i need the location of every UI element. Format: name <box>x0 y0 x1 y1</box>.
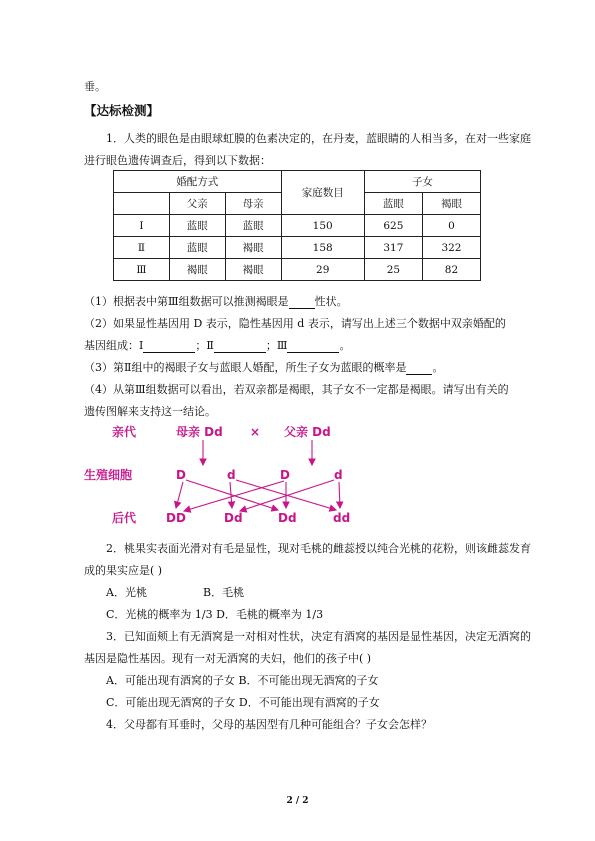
arrow-d2-Dd2 <box>230 482 232 508</box>
header-brown: 褐眼 <box>422 193 480 215</box>
diagram-gamete: D <box>176 468 186 482</box>
diagram-offspring: DD <box>166 511 186 525</box>
q1-sub2-text-b: ；Ⅱ <box>195 339 214 352</box>
cell-brown: 0 <box>422 215 480 237</box>
diagram-parents-label: 亲代 <box>112 425 137 439</box>
q2-line2: 成的果实应是( ) <box>84 564 163 577</box>
q1-sub4-line1: （4）从第Ⅲ组数据可以看出，若双亲都是褐眼，其子女不一定都是褐眼。请写出有关的 <box>84 383 509 396</box>
header-families: 家庭数目 <box>281 171 364 215</box>
cell-father: 蓝眼 <box>169 237 225 259</box>
q3-line2: 基因是隐性基因。现有一对无酒窝的夫妇，他们的孩子中( ) <box>84 652 372 665</box>
q4-line1: 4．父母都有耳垂时，父母的基因型有几种可能组合？子女会怎样？ <box>106 718 432 731</box>
answer-blank-2b[interactable] <box>214 340 266 353</box>
arrow-D3-DD <box>184 481 284 511</box>
eye-color-table <box>113 170 481 281</box>
q1-sub2-line2 <box>84 339 350 353</box>
header-marriage: 婚配方式 <box>114 171 282 193</box>
diagram-gamete: d <box>227 468 236 482</box>
q1-sub1-text-a: （1）根据表中第Ⅲ组数据可以推测褐眼是 <box>84 295 289 308</box>
arrow-d2-dd <box>236 480 336 510</box>
header-group-empty <box>114 193 170 215</box>
q2-options-cd: C．光桃的概率为 1/3 D．毛桃的概率为 1/3 <box>106 608 324 621</box>
q1-sub3-text-a: （3）第Ⅱ组中的褐眼子女与蓝眼人婚配，所生子女为蓝眼的概率是 <box>84 361 407 374</box>
cell-brown: 322 <box>422 237 480 259</box>
page-number: 2 / 2 <box>286 796 309 806</box>
cell-mother: 褐眼 <box>225 237 281 259</box>
q1-sub4-line2: 遗传图解来支持这一结论。 <box>84 405 216 418</box>
diagram-father-genotype: 父亲 Dd <box>284 425 331 439</box>
diagram-mother-genotype: 母亲 Dd <box>176 425 223 439</box>
q1-sub1 <box>84 295 348 309</box>
header-father: 父亲 <box>169 193 225 215</box>
q2-option-b: B．毛桃 <box>203 586 245 599</box>
diagram-offspring: Dd <box>278 511 297 525</box>
section-title: 【达标检测】 <box>84 103 160 118</box>
cell-families: 29 <box>281 259 364 281</box>
arrow-D1-DD <box>176 482 183 508</box>
cell-mother: 蓝眼 <box>225 215 281 237</box>
carry-over-text: 垂。 <box>84 80 106 93</box>
table-row <box>114 237 481 259</box>
cell-brown: 82 <box>422 259 480 281</box>
cell-blue: 25 <box>364 259 422 281</box>
cell-blue: 317 <box>364 237 422 259</box>
cell-father: 蓝眼 <box>169 215 225 237</box>
diagram-offspring: dd <box>333 511 351 525</box>
q3-options-ab: A．可能出现有酒窝的子女 B．不可能出现无酒窝的子女 <box>106 674 379 687</box>
q3-options-cd: C．可能出现无酒窝的子女 D．不可能出现有酒窝的子女 <box>106 696 380 709</box>
answer-blank-1[interactable] <box>289 296 315 309</box>
q1-sub1-text-b: 性状。 <box>314 295 348 308</box>
header-children: 子女 <box>364 171 480 193</box>
cell-father: 褐眼 <box>169 259 225 281</box>
cell-group: Ⅱ <box>114 237 170 259</box>
header-blue: 蓝眼 <box>364 193 422 215</box>
header-mother: 母亲 <box>225 193 281 215</box>
q1-sub2-text-d: 。 <box>339 339 351 352</box>
table-row <box>114 215 481 237</box>
q1-line1: 1．人类的眼色是由眼球虹膜的色素决定的，在丹麦，蓝眼睛的人相当多，在对一些家庭 <box>106 132 531 145</box>
answer-blank-2c[interactable] <box>287 340 339 353</box>
q1-sub2-text-a: 基因组成：Ⅰ <box>84 339 144 352</box>
cell-blue: 625 <box>364 215 422 237</box>
arrow-d4-Dd2 <box>240 480 334 511</box>
answer-blank-3[interactable] <box>406 362 432 375</box>
cell-group: Ⅰ <box>114 215 170 237</box>
arrow-d4-dd <box>339 482 340 508</box>
cell-mother: 褐眼 <box>225 259 281 281</box>
q1-sub2-text-c: ；Ⅲ <box>265 339 288 352</box>
q1-line2: 进行眼色遗传调查后，得到以下数据： <box>84 154 271 167</box>
diagram-gamete: d <box>334 468 343 482</box>
q1-sub3 <box>84 361 443 375</box>
q2-line1: 2．桃果实表面光滑对有毛是显性，现对毛桃的雌蕊授以纯合光桃的花粉，则该雌蕊发育 <box>106 542 531 555</box>
diagram-gamete: D <box>280 468 290 482</box>
arrow-D1-Dd3 <box>186 480 278 510</box>
cell-families: 150 <box>281 215 364 237</box>
diagram-offspring-label: 后代 <box>112 511 137 525</box>
q2-option-a: A．光桃 <box>106 586 147 599</box>
diagram-cross-symbol: × <box>250 425 261 439</box>
diagram-offspring: Dd <box>224 511 243 525</box>
table-row <box>114 259 481 281</box>
cell-families: 158 <box>281 237 364 259</box>
q1-sub3-text-b: 。 <box>432 361 444 374</box>
q1-sub2-line1: （2）如果显性基因用 D 表示，隐性基因用 d 表示，请写出上述三个数据中双亲婚配的 <box>84 317 506 330</box>
cell-group: Ⅲ <box>114 259 170 281</box>
answer-blank-2a[interactable] <box>143 340 195 353</box>
q3-line1: 3．已知面颊上有无酒窝是一对相对性状，决定有酒窝的基因是显性基因，决定无酒窝的 <box>106 630 531 643</box>
diagram-gametes-label: 生殖细胞 <box>84 468 133 482</box>
